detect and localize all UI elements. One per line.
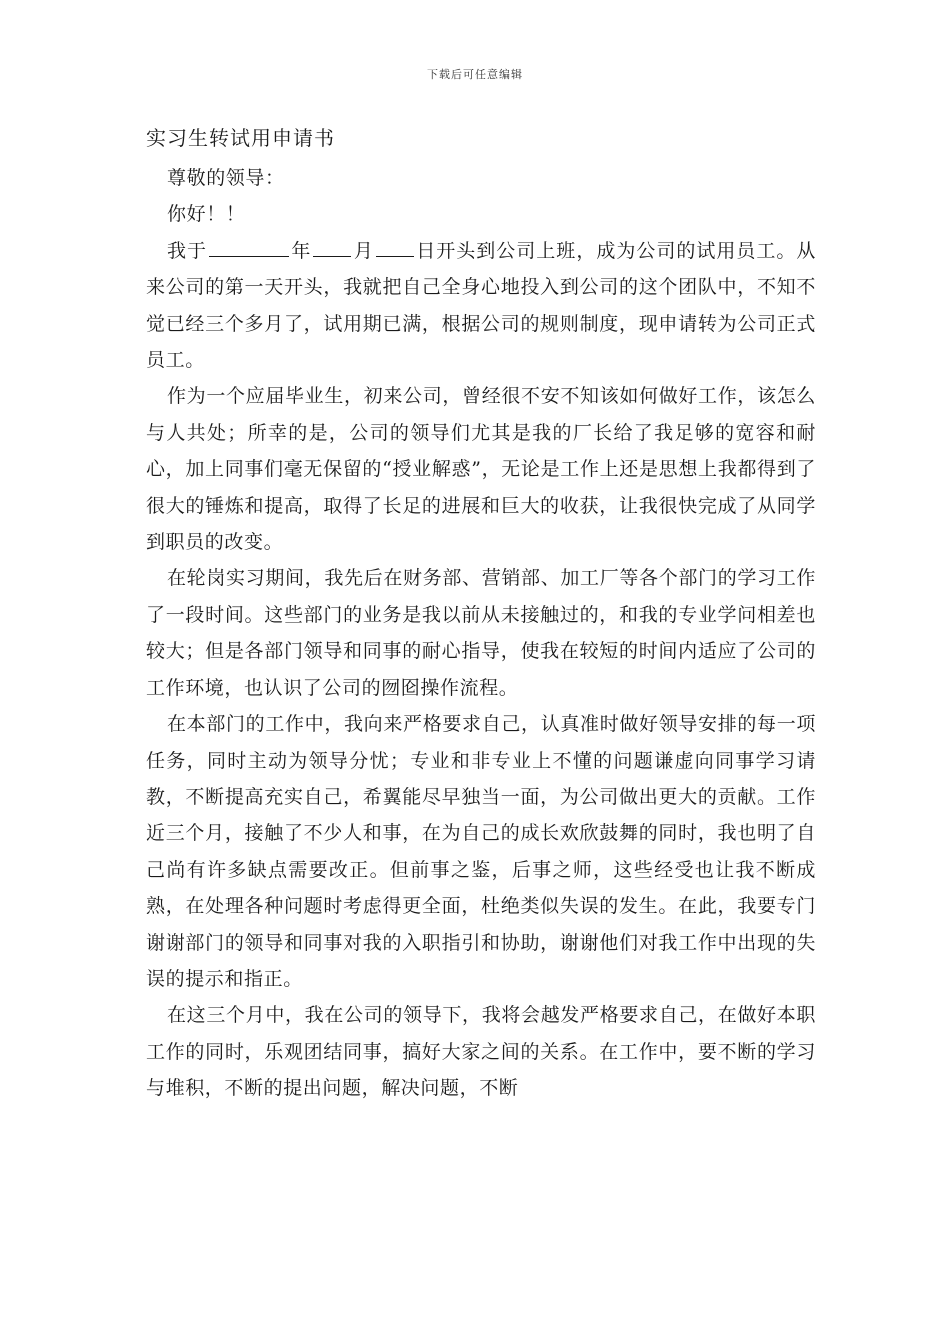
body-paragraph: 在本部门的工作中，我向来严格要求自己，认真准时做好领导安排的每一项任务，同时主动为领导分忧；专业和非专业上不懂的问题谦虚向同事学习请教，不断提高充实自己，希翼能尽早独当一面，为公司做出更大的贡献。工作近三个月，接触了不少人和事，在为自己的成长欢欣鼓舞的同时，我也明了自己尚有许多缺点需要改正。但前事之鉴，后事之师，这些经受也让我不断成熟，在处理各种问题时考虑得更全面，杜绝类似失误的发生。在此，我要专门谢谢部门的领导和同事对我的入职指引和协助，谢谢他们对我工作中出现的失误的提示和指正。 — [146, 713, 816, 990]
body-paragraph: 在轮岗实习期间，我先后在财务部、营销部、加工厂等各个部门的学习工作了一段时间。这些部门的业务是我以前从未接触过的，和我的专业学问相差也较大；但是各部门领导和同事的耐心指导，使我在较短的时间内适应了公司的工作环境，也认识了公司的囫囵操作流程。 — [146, 567, 816, 699]
year-unit: 年 — [291, 239, 312, 262]
intro-text: 日开头到公司上班，成为公司的试用员工。从来公司的第一天开头，我就把自己全身心地投入到公司的这个团队中，不知不觉已经三个多月了，试用期已满，根据公司的规则制度，现申请转为公司正式员工。 — [146, 239, 816, 372]
document-title: 实习生转试用申请书 — [146, 126, 335, 150]
day-blank — [376, 234, 414, 257]
body-paragraph: 在这三个月中，我在公司的领导下，我将会越发严格要求自己，在做好本职工作的同时，乐观团结同事，搞好大家之间的关系。在工作中，要不断的学习与堆积，不断的提出问题，解决问题，不断 — [146, 1004, 816, 1100]
intro-prefix: 我于 — [167, 239, 208, 262]
document-body — [146, 160, 816, 1107]
intro-paragraph — [146, 233, 816, 379]
month-unit: 月 — [353, 239, 374, 262]
header-note: 下载后可任意编辑 — [427, 68, 523, 81]
month-blank — [313, 234, 351, 257]
salutation: 尊敬的领导： — [167, 167, 285, 189]
year-blank — [209, 234, 289, 257]
greeting: 你好！！ — [167, 203, 246, 226]
body-paragraph: 作为一个应届毕业生，初来公司，曾经很不安不知该如何做好工作，该怎么与人共处；所幸的是，公司的领导们尤其是我的厂长给了我足够的宽容和耐心，加上同事们毫无保留的“授业解惑”，无论是工作上还是思想上我都得到了很大的锤炼和提高，取得了长足的进展和巨大的收获，让我很快完成了从同学到职员的改变。 — [146, 385, 816, 554]
